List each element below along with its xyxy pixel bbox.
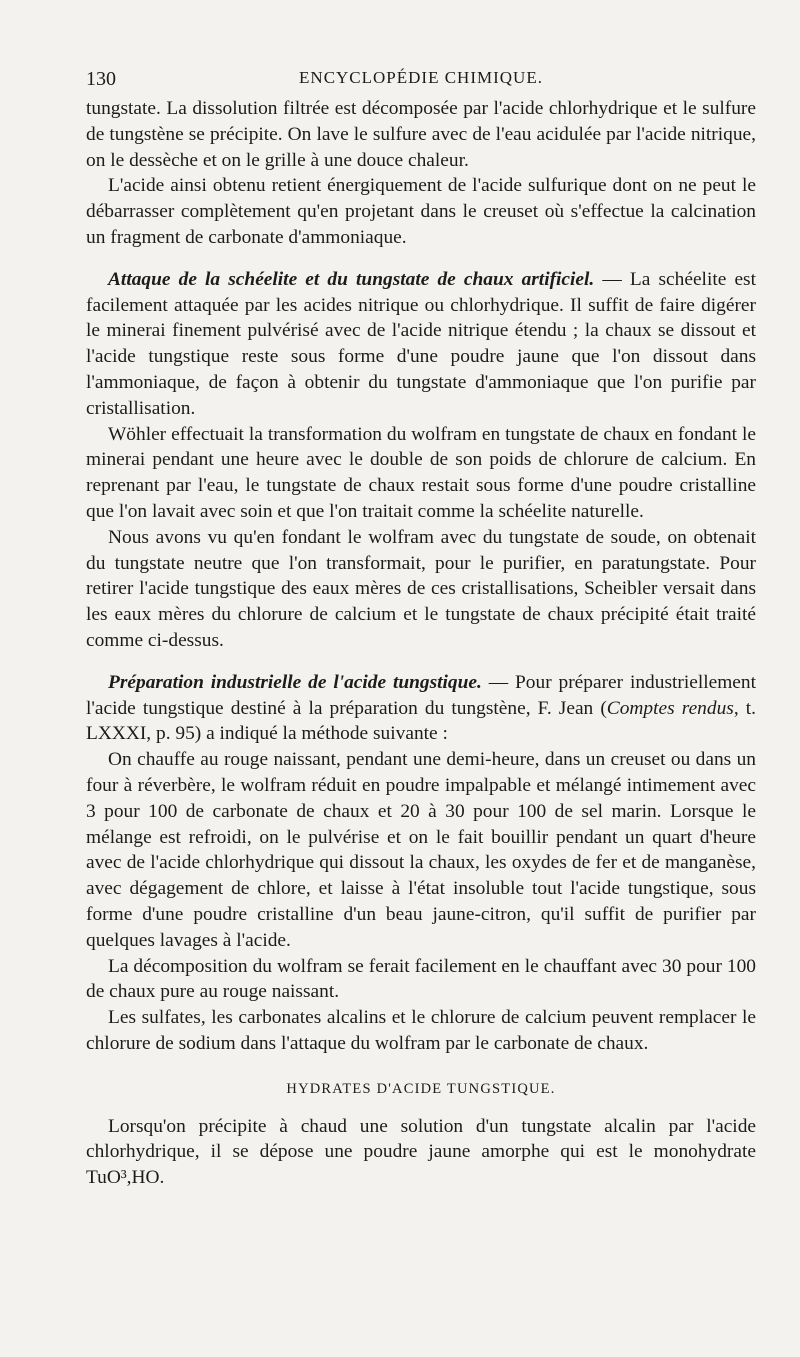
page-header	[86, 68, 756, 96]
running-title: ENCYCLOPÉDIE CHIMIQUE.	[299, 68, 543, 87]
paragraph-9: Les sulfates, les carbonates alcalins et le chlorure de calcium peuvent remplacer le chlorure de sodium dans l'attaque du wolfram par le carbonate de chaux.	[86, 1007, 756, 1054]
paragraph-3-body: — La schéelite est facilement attaquée par les acides nitrique ou chlorhydrique. Il suffit de faire digérer le minerai finement pulvérisé avec de l'acide nitrique étendu ; la chaux se dissout et l'acide tungstique reste sous forme d'une poudre jaune que l'on dissout dans l'ammoniaque, de façon à obtenir du tungstate d'ammoniaque que l'on purifie par cristallisation.	[86, 268, 756, 419]
paragraph-8: La décomposition du wolfram se ferait facilement en le chauffant avec 30 pour 100 de chaux pure au rouge naissant.	[86, 955, 756, 1003]
section-heading-scheelite: Attaque de la schéelite et du tungstate de chaux artificiel.	[108, 268, 595, 290]
paragraph-4: Wöhler effectuait la transformation du wolfram en tungstate de chaux en fondant le minerai pendant une heure avec le double de son poids de chlorure de calcium. En reprenant par l'eau, le tungstate de chaux restait sous forme d'une poudre cristalline que l'on lavait avec soin et que l'on traitait comme la schéelite naturelle.	[86, 423, 756, 522]
paragraph-3	[86, 267, 756, 422]
paragraph-1: tungstate. La dissolution filtrée est décomposée par l'acide chlorhydrique et le sulfure de tungstène se précipite. On lave le sulfure avec de l'eau acidulée par l'acide nitrique, on le dessèche et on le grille à une douce chaleur.	[86, 98, 756, 171]
paragraph-7: On chauffe au rouge naissant, pendant une demi-heure, dans un creuset ou dans un four à réverbère, le wolfram réduit en poudre impalpable et mélangé intimement avec 3 pour 100 de carbonate de chaux et 20 à 30 pour 100 de sel marin. Lorsque le mélange est refroidi, on le pulvérise et on le fait bouillir pendant un quart d'heure avec de l'acide chlorhydrique qui dissout la chaux, les oxydes de fer et de manganèse, avec dégagement de chlore, et laisse à l'état insoluble tout l'acide tungstique, sous forme d'une poudre cristalline d'un beau jaune-citron, qu'il suffit de purifier par quelques lavages à l'acide.	[86, 749, 756, 951]
paragraph-2: L'acide ainsi obtenu retient énergiquement de l'acide sulfurique dont on ne peut le débarrasser complètement qu'en projetant dans le creuset où s'effectue la calcination un fragment de carbonate d'ammoniaque.	[86, 175, 756, 248]
page-number: 130	[86, 68, 116, 90]
body-text	[86, 96, 756, 1191]
paragraph-6-part-a: — Pour préparer industriellement l'acide tungstique destiné à la préparation du tungstène, F. Jean (	[86, 671, 756, 719]
paragraph-10: Lorsqu'on précipite à chaud une solution d'un tungstate alcalin par l'acide chlorhydrique, il se dépose une poudre jaune amorphe qui est le monohydrate TuO³,HO.	[86, 1115, 756, 1189]
section-heading-preparation: Préparation industrielle de l'acide tungstique.	[108, 671, 482, 693]
subheading-hydrates: HYDRATES D'ACIDE TUNGSTIQUE.	[286, 1080, 556, 1097]
citation-comptes-rendus: Comptes rendus	[606, 697, 734, 719]
paragraph-6	[86, 670, 756, 747]
paragraph-5: Nous avons vu qu'en fondant le wolfram avec du tungstate de soude, on obtenait du tungstate neutre que l'on transformait, pour le purifier, en paratungstate. Pour retirer l'acide tungstique des eaux mères de ces cristallisations, Scheibler versait dans les eaux mères du chlorure de calcium et le tungstate de chaux précipité était traité comme ci-dessus.	[86, 526, 756, 651]
paragraph-6-part-b: , t. LXXXI, p. 95) a indiqué la méthode suivante :	[86, 697, 756, 745]
